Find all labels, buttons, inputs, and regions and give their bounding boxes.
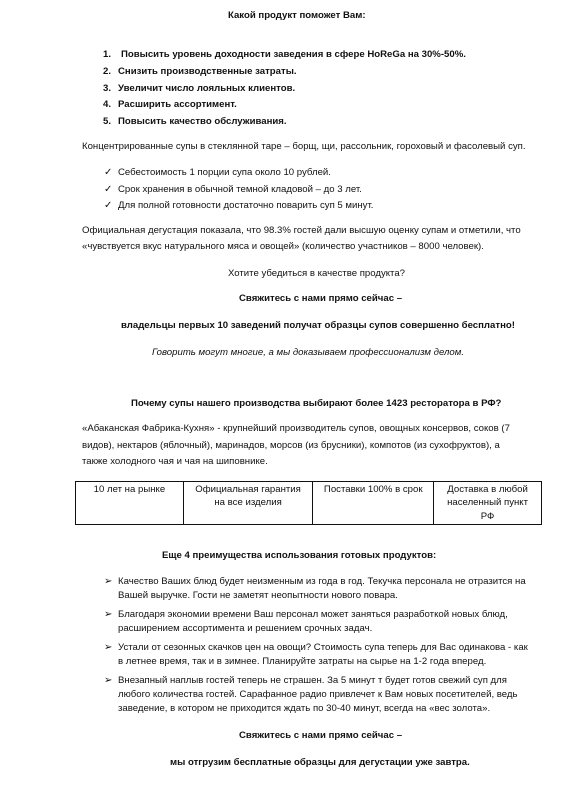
table-cell (183, 482, 312, 525)
advantage-line: заведение, в котором не приходится ждать по 30-40 минут, всегда на «вес золота». (118, 702, 491, 714)
cell-line: РФ (480, 510, 495, 522)
company-line: видов), нектаров (яблочный), маринадов, морсов (из брусники), компотов (из сухофруктов), а (82, 440, 500, 451)
advantage-line: Вашей выручке. Гости не заметят неопытности нового повара. (118, 589, 398, 601)
benefit-number: 4. (103, 99, 112, 110)
cell-line: Доставка в любой (447, 484, 528, 495)
arrow-bullet-icon: ➢ (104, 642, 113, 653)
benefit-item: Расширить ассортимент. (118, 99, 237, 110)
advantage-line: в летнее время, так и в зимнее. Планируйте затраты на сырье на 1-2 года вперед. (118, 655, 487, 667)
advantage-text (118, 641, 556, 669)
advantages-heading: Еще 4 преимущества использования готовых продуктов: (162, 550, 437, 561)
contact-line: Свяжитесь с нами прямо сейчас – (239, 293, 403, 304)
advantage-text (118, 674, 556, 716)
cell-line: на все изделия (214, 497, 282, 509)
benefit-number: 1. (103, 49, 112, 60)
advantage-text (118, 575, 556, 603)
checkmark-icon: ✓ (104, 200, 113, 211)
table-cell (434, 482, 542, 525)
benefit-item: Повысить уровень доходности заведения в сфере HoReGa на 30%-50%. (121, 49, 466, 60)
checkmark-icon: ✓ (104, 167, 113, 178)
cell-line: Официальная гарантия (195, 484, 301, 495)
tasting-line: «чувствуется вкус натурального мяса и овощей» (количество участников – 8000 человек). (82, 241, 484, 252)
arrow-bullet-icon: ➢ (104, 576, 113, 587)
contact-line: Свяжитесь с нами прямо сейчас – (239, 730, 403, 741)
cell-line: населенный пункт (447, 497, 529, 509)
benefit-item: Повысить качество обслуживания. (118, 116, 287, 127)
table-cell (76, 482, 184, 525)
company-line: «Абаканская Фабрика-Кухня» - крупнейший производитель супов, овощных консервов, соков (7 (82, 423, 510, 434)
benefit-number: 3. (103, 83, 112, 94)
benefit-item: Снизить производственные затраты. (118, 66, 297, 77)
tasting-line: Официальная дегустация показала, что 98.3% гостей дали высшую оценку супам и отметили, что (82, 225, 521, 236)
benefit-number: 5. (103, 116, 112, 127)
advantage-line: любого количества гостей. Сарафанное радио привлечет к Вам новых посетителей, ведь (118, 688, 518, 700)
checkmark-icon: ✓ (104, 184, 113, 195)
closing-line: мы отгрузим бесплатные образцы для дегустации уже завтра. (170, 757, 470, 768)
advantage-text (118, 608, 556, 636)
cell-line: Поставки 100% в срок (323, 484, 423, 495)
check-text: Себестоимость 1 порции супа около 10 рублей. (118, 167, 331, 178)
table-row (76, 482, 542, 525)
arrow-bullet-icon: ➢ (104, 675, 113, 686)
cell-line: 10 лет на рынке (93, 484, 166, 495)
company-line: также холодного чая и чая на шиповнике. (82, 456, 268, 467)
benefit-number: 2. (103, 66, 112, 77)
arrow-bullet-icon: ➢ (104, 609, 113, 620)
advantage-line: Устали от сезонных скачков цен на овощи? Стоимость супа теперь для Вас одинакова - как (118, 642, 528, 653)
advantage-line: Внезапный наплыв гостей теперь не страшен. За 5 минут т будет готов свежий суп для (118, 675, 507, 686)
soups-description: Концентрированные супы в стеклянной таре – борщ, щи, рассольник, гороховый и фасолевый суп. (82, 141, 526, 152)
intro-heading: Какой продукт поможет Вам: (228, 10, 366, 21)
check-text: Для полной готовности достаточно поварить суп 5 минут. (118, 200, 374, 211)
features-table (75, 481, 542, 525)
advantage-line: расширением ассортимента и решением срочных задач. (118, 622, 373, 634)
check-text: Срок хранения в обычной темной кладовой – до 3 лет. (118, 184, 362, 195)
question-line: Хотите убедиться в качестве продукта? (228, 268, 406, 279)
benefit-item: Увеличит число лояльных клиентов. (118, 83, 296, 94)
advantage-line: Качество Ваших блюд будет неизменным из года в год. Текучка персонала не отразится на (118, 576, 526, 587)
advantage-line: Благодаря экономии времени Ваш персонал может заняться разработкой новых блюд, (118, 609, 508, 620)
table-cell (313, 482, 434, 525)
offer-line: владельцы первых 10 заведений получат образцы супов совершенно бесплатно! (121, 320, 515, 331)
slogan-line: Говорить могут многие, а мы доказываем профессионализм делом. (152, 347, 464, 358)
why-heading: Почему супы нашего производства выбирают более 1423 ресторатора в РФ? (131, 398, 502, 409)
